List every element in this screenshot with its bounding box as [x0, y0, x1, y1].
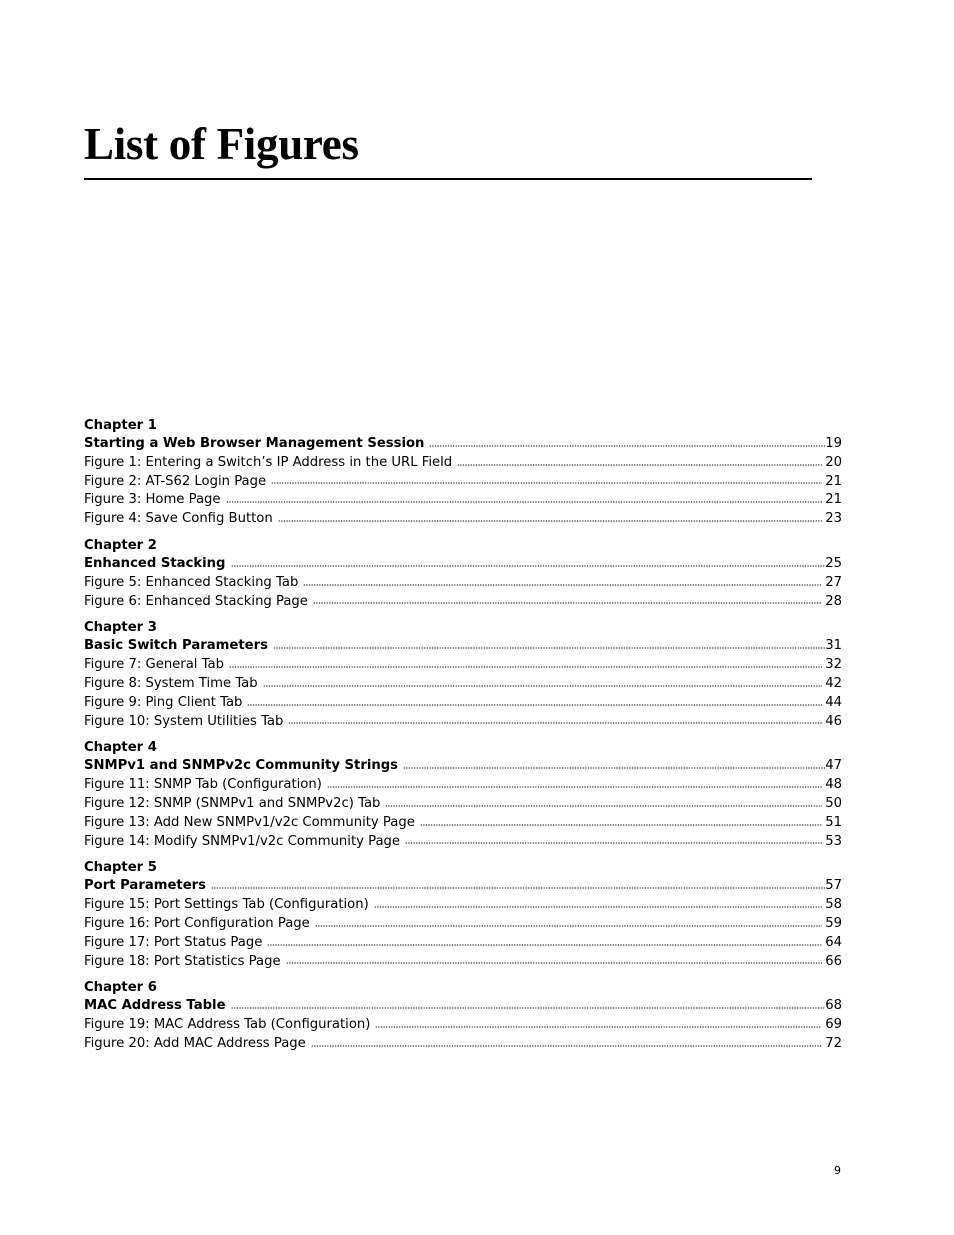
dot-leader: [327, 785, 822, 789]
figure-entry-text: Figure 5: Enhanced Stacking Tab: [84, 574, 299, 590]
chapter-label: Chapter 4: [84, 740, 157, 756]
figure-entry-page: 44: [825, 694, 842, 710]
chapter-label: Chapter 6: [84, 980, 157, 996]
figure-entry-text: Figure 3: Home Page: [84, 492, 221, 508]
figure-entry[interactable]: [84, 934, 842, 953]
figure-entry-page: 72: [825, 1035, 842, 1051]
figure-entry-page: 58: [825, 897, 842, 913]
dot-leader: [420, 823, 822, 827]
figure-entry[interactable]: [84, 574, 842, 593]
dot-leader: [403, 766, 825, 770]
dot-leader: [405, 841, 822, 845]
dot-leader: [288, 721, 822, 725]
figure-entry-text: Figure 14: Modify SNMPv1/v2c Community Page: [84, 833, 401, 849]
figure-entry[interactable]: [84, 510, 842, 529]
figure-entry[interactable]: [84, 896, 842, 915]
figure-entry-page: 64: [825, 934, 842, 950]
chapter-section: [84, 859, 842, 971]
chapter-title-entry-text: Enhanced Stacking: [84, 555, 226, 571]
chapter-section: [84, 739, 842, 851]
figure-entry-text: Figure 2: AT-S62 Login Page: [84, 473, 267, 489]
figure-entry[interactable]: [84, 833, 842, 852]
chapter-title-entry-text: Starting a Web Browser Management Session: [84, 436, 425, 451]
figure-entry-text: Figure 17: Port Status Page: [84, 934, 263, 950]
chapter-title-entry-page: 19: [825, 436, 842, 451]
figure-entry-text: Figure 1: Entering a Switch’s IP Address in the URL Field: [84, 454, 453, 470]
figure-entry-text: Figure 19: MAC Address Tab (Configuration): [84, 1017, 371, 1033]
dot-leader: [263, 684, 823, 688]
figure-entry-text: Figure 15: Port Settings Tab (Configuration): [84, 897, 369, 913]
figure-entry[interactable]: [84, 593, 842, 612]
figure-entry-text: Figure 13: Add New SNMPv1/v2c Community Page: [84, 814, 415, 830]
dot-leader: [374, 905, 822, 909]
dot-leader: [226, 500, 823, 504]
title-rule: [84, 178, 812, 180]
dot-leader: [229, 665, 822, 669]
figure-entry[interactable]: [84, 491, 842, 510]
dot-leader: [273, 646, 825, 650]
figure-entry-text: Figure 8: System Time Tab: [84, 675, 258, 691]
figure-entry-page: 53: [825, 833, 842, 849]
figure-entry[interactable]: [84, 915, 842, 934]
chapter-label: Chapter 2: [84, 537, 157, 553]
figure-entry-text: Figure 11: SNMP Tab (Configuration): [84, 777, 322, 793]
figure-entry-text: Figure 9: Ping Client Tab: [84, 694, 243, 710]
dot-leader: [429, 444, 825, 448]
chapter-section: [84, 619, 842, 731]
figure-entry-text: Figure 12: SNMP (SNMPv1 and SNMPv2c) Tab: [84, 795, 381, 811]
chapter-title-entry[interactable]: [84, 435, 842, 454]
chapter-section: [84, 979, 842, 1053]
dot-leader: [267, 943, 822, 947]
figure-entry-page: 27: [825, 574, 842, 590]
figure-entry[interactable]: [84, 713, 842, 732]
chapter-title-entry-page: 25: [825, 555, 842, 571]
figure-list: [84, 417, 842, 1062]
figure-entry[interactable]: [84, 953, 842, 972]
figure-entry[interactable]: [84, 454, 842, 473]
figure-entry[interactable]: [84, 814, 842, 833]
figure-entry-page: 66: [825, 953, 842, 969]
figure-entry-page: 46: [825, 713, 842, 729]
figure-entry-page: 51: [825, 814, 842, 830]
chapter-title-entry[interactable]: [84, 757, 842, 776]
figure-entry[interactable]: [84, 675, 842, 694]
chapter-title-entry[interactable]: [84, 555, 842, 574]
chapter-title-entry-text: MAC Address Table: [84, 998, 226, 1014]
chapter-title-entry-text: Port Parameters: [84, 878, 207, 894]
page-title: List of Figures: [84, 119, 359, 169]
chapter-title-entry[interactable]: [84, 637, 842, 656]
dot-leader: [286, 961, 823, 965]
dot-leader: [303, 583, 822, 587]
figure-entry-page: 21: [825, 473, 842, 489]
dot-leader: [313, 601, 822, 605]
figure-entry-page: 59: [825, 915, 842, 931]
chapter-label: Chapter 3: [84, 620, 157, 636]
dot-leader: [211, 886, 825, 890]
dot-leader: [375, 1025, 822, 1029]
figure-entry-page: 23: [825, 511, 842, 527]
dot-leader: [247, 703, 822, 707]
chapter-title-entry-page: 68: [825, 998, 842, 1014]
figure-entry-text: Figure 16: Port Configuration Page: [84, 915, 310, 931]
chapter-label: Chapter 5: [84, 860, 157, 876]
chapter-title-entry-page: 57: [825, 878, 842, 894]
figure-entry[interactable]: [84, 473, 842, 492]
figure-entry-page: 48: [825, 777, 842, 793]
chapter-label: Chapter 1: [84, 418, 157, 433]
figure-entry-text: Figure 18: Port Statistics Page: [84, 953, 281, 969]
figure-entry[interactable]: [84, 1035, 842, 1054]
figure-entry-page: 32: [825, 657, 842, 673]
figure-entry-page: 21: [825, 492, 842, 508]
chapter-title-entry[interactable]: [84, 997, 842, 1016]
chapter-title-entry-page: 47: [825, 758, 842, 774]
figure-entry-text: Figure 4: Save Config Button: [84, 511, 273, 527]
chapter-title-entry-page: 31: [825, 638, 842, 654]
dot-leader: [315, 924, 822, 928]
chapter-title-entry-text: Basic Switch Parameters: [84, 638, 268, 654]
figure-entry-text: Figure 10: System Utilities Tab: [84, 713, 284, 729]
chapter-title-entry[interactable]: [84, 877, 842, 896]
dot-leader: [231, 564, 826, 568]
figure-entry-page: 28: [825, 593, 842, 609]
dot-leader: [271, 481, 822, 485]
figure-entry-page: 42: [825, 675, 842, 691]
figure-entry-page: 20: [825, 454, 842, 470]
figure-entry[interactable]: [84, 795, 842, 814]
chapter-section: [84, 417, 842, 529]
figure-entry[interactable]: [84, 656, 842, 675]
figure-entry[interactable]: [84, 1016, 842, 1035]
dot-leader: [311, 1044, 822, 1048]
dot-leader: [385, 804, 822, 808]
page-number: 9: [834, 1164, 841, 1177]
dot-leader: [278, 519, 822, 523]
figure-entry-text: Figure 7: General Tab: [84, 657, 224, 673]
chapter-section: [84, 537, 842, 611]
dot-leader: [457, 463, 822, 467]
dot-leader: [231, 1006, 826, 1010]
figure-entry-page: 69: [825, 1017, 842, 1033]
figure-entry-text: Figure 6: Enhanced Stacking Page: [84, 593, 308, 609]
figure-entry[interactable]: [84, 694, 842, 713]
figure-entry-page: 50: [825, 795, 842, 811]
chapter-title-entry-text: SNMPv1 and SNMPv2c Community Strings: [84, 758, 399, 774]
figure-entry-text: Figure 20: Add MAC Address Page: [84, 1035, 306, 1051]
figure-entry[interactable]: [84, 776, 842, 795]
